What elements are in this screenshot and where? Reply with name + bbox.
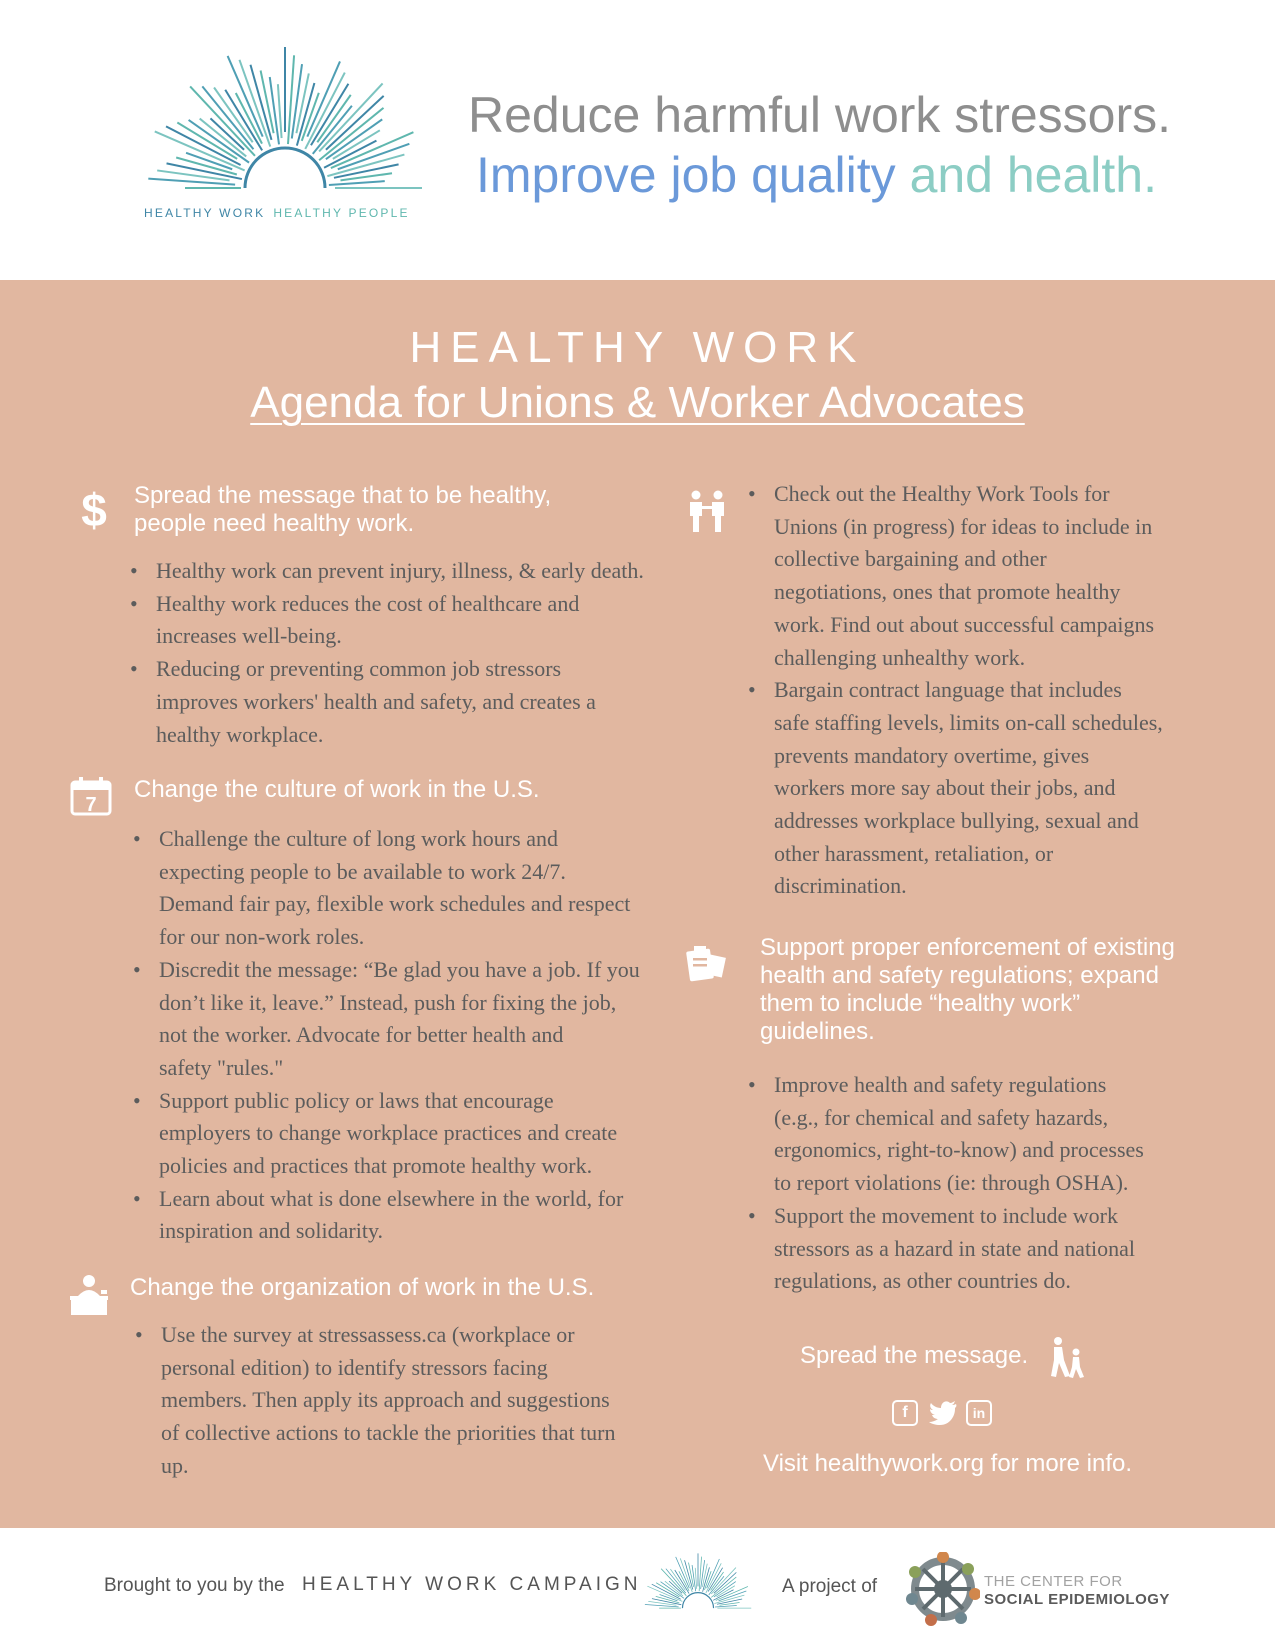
linkedin-icon[interactable]: in [966, 1400, 992, 1426]
list-item-line: don’t like it, leave.” Instead, push for fixing the job, [159, 989, 617, 1015]
list-item-line: negotiations, ones that promote healthy [774, 579, 1121, 605]
left-section3-bullets [161, 1319, 616, 1483]
tagline-line2 [476, 146, 1157, 204]
right-section2-heading-line: health and safety regulations; expand [760, 962, 1159, 989]
list-item-line: safe staffing levels, limits on-call schedules, [774, 709, 1163, 735]
dollar-icon [74, 484, 114, 534]
spread-message-label: Spread the message. [800, 1342, 1029, 1369]
list-item-line: workers more say about their jobs, and [774, 775, 1116, 801]
list-item-line: • Reducing or preventing common job stressors [156, 656, 562, 682]
clipboard-icon [686, 940, 728, 982]
list-item-line: • Support public policy or laws that encourage [159, 1087, 554, 1113]
list-item-line: improves workers' health and safety, and creates a [156, 688, 596, 714]
list-item-line: • Use the survey at stressassess.ca (workplace or [161, 1322, 575, 1347]
sunburst-ray [648, 1601, 676, 1605]
walking-people-icon [1044, 1336, 1088, 1380]
list-item-line: not the worker. Advocate for better health and [159, 1022, 564, 1048]
two-people-icon [686, 490, 728, 534]
list-item-line: • Bargain contract language that includes [774, 677, 1122, 703]
twitter-icon[interactable] [928, 1400, 958, 1426]
logo-caption-left: HEALTHY WORK [144, 206, 266, 220]
list-item-line: to report violations (ie: through OSHA). [774, 1170, 1129, 1196]
list-item-line: work. Find out about successful campaigns [774, 611, 1155, 637]
list-item-line: for our non-work roles. [159, 924, 365, 950]
list-item [159, 1085, 640, 1183]
facebook-icon[interactable]: f [892, 1400, 918, 1426]
page-subtitle: Agenda for Unions & Worker Advocates [250, 378, 1025, 427]
footer-sunburst-logo-icon [636, 1546, 760, 1619]
left-section2-bullets [159, 823, 640, 1248]
left-section1-heading-line2: people need healthy work. [134, 510, 415, 537]
list-item [774, 1069, 1144, 1200]
sunburst-ray [157, 170, 229, 180]
sunburst-ray [715, 1606, 737, 1607]
list-item [774, 478, 1163, 674]
right-section1-bullets [774, 478, 1163, 903]
list-item [774, 674, 1163, 903]
sunburst-ray [278, 84, 282, 138]
list-item-line: • Healthy work reduces the cost of healthcare and [156, 590, 580, 616]
list-item-line: • Support the movement to include work [774, 1202, 1118, 1228]
sunburst-logo-icon [130, 28, 440, 203]
list-item [159, 1183, 640, 1248]
list-item-line: challenging unhealthy work. [774, 644, 1026, 670]
list-item [156, 653, 644, 751]
list-item-line: personal edition) to identify stressors facing [161, 1354, 548, 1380]
list-item-line: (e.g., for chemical and safety hazards, [774, 1104, 1109, 1130]
list-item-line: regulations, as other countries do. [774, 1268, 1071, 1294]
campaign-name: HEALTHY WORK CAMPAIGN [302, 1574, 642, 1595]
right-section2-bullets [774, 1069, 1144, 1298]
svg-text:$: $ [81, 484, 107, 534]
list-item-line: of collective actions to tackle the priorities that turn [161, 1420, 616, 1446]
list-item-line: expecting people to be available to work 24/7. [159, 858, 566, 884]
left-section3-heading: Change the organization of work in the U.S. [130, 1274, 595, 1301]
left-section1-heading-line1: Spread the message that to be healthy, [134, 482, 552, 509]
list-item [156, 588, 644, 653]
healthy-work-logo [130, 28, 440, 228]
logo-caption-right: HEALTHY PEOPLE [273, 206, 410, 220]
list-item-line: employers to change workplace practices and create [159, 1120, 618, 1146]
list-item-line: policies and practices that promote healthy work. [159, 1153, 593, 1179]
list-item-line: ergonomics, right-to-know) and processes [774, 1137, 1144, 1163]
right-section2-heading-line: Support proper enforcement of existing [760, 934, 1175, 961]
page-title: HEALTHY WORK [409, 323, 866, 372]
list-item-line: members. Then apply its approach and suggestions [161, 1387, 610, 1413]
tagline-line2-part2: and health. [909, 147, 1157, 203]
sunburst-ray [680, 1558, 692, 1592]
list-item-line: collective bargaining and other [774, 546, 1047, 572]
project-of-text: A project of [782, 1576, 878, 1597]
desk-worker-icon [68, 1274, 110, 1316]
right-section2-heading-line: guidelines. [760, 1018, 875, 1045]
list-item [156, 555, 644, 588]
sunburst-ray [329, 181, 385, 185]
list-item-line: • Discredit the message: “Be glad you have a job. If you [159, 956, 640, 982]
list-item-line: • Healthy work can prevent injury, illness, & early death. [156, 558, 644, 583]
header [0, 0, 1275, 280]
list-item-line: prevents mandatory overtime, gives [774, 742, 1090, 768]
list-item-line: • Check out the Healthy Work Tools for [774, 481, 1110, 506]
brought-by-text: Brought to you by the [104, 1575, 285, 1596]
sunburst-ray [695, 1568, 696, 1589]
right-section2-heading-line: them to include “healthy work” [760, 990, 1081, 1017]
list-item [159, 823, 640, 954]
list-item-line: addresses workplace bullying, sexual and [774, 808, 1139, 834]
list-item-line: inspiration and solidarity. [159, 1218, 384, 1244]
list-item-line: other harassment, retaliation, or [774, 840, 1054, 866]
right-section2-heading [760, 934, 1175, 1046]
cse-name-line1: THE CENTER FOR [984, 1573, 1123, 1590]
visit-website-text[interactable]: Visit healthywork.org for more info. [763, 1450, 1133, 1477]
tagline-line2-part1: Improve job quality [476, 147, 896, 203]
left-section1-heading [134, 482, 551, 538]
list-item-line: Demand fair pay, flexible work schedules and respect [159, 891, 631, 917]
list-item-line: safety "rules." [159, 1054, 284, 1080]
list-item-line: discrimination. [774, 873, 907, 899]
cse-wheel-logo-icon [906, 1552, 980, 1631]
list-item-line: • Improve health and safety regulations [774, 1072, 1107, 1097]
tagline-line1: Reduce harmful work stressors. [468, 87, 1172, 143]
logo-caption [144, 206, 410, 220]
list-item-line: Unions (in progress) for ideas to include in [774, 513, 1153, 539]
calendar-icon [70, 776, 112, 816]
left-section1-bullets [156, 555, 644, 751]
calendar-number: 7 [85, 794, 97, 816]
list-item-line: stressors as a hazard in state and national [774, 1235, 1136, 1261]
list-item [159, 954, 640, 1085]
list-item-line: healthy workplace. [156, 721, 324, 747]
list-item-line: • Learn about what is done elsewhere in the world, for [159, 1185, 624, 1211]
sunburst-ray [239, 60, 270, 147]
list-item [161, 1319, 616, 1483]
list-item-line: increases well-being. [156, 623, 342, 649]
left-section2-heading: Change the culture of work in the U.S. [134, 776, 540, 803]
list-item [774, 1200, 1144, 1298]
list-item-line: • Challenge the culture of long work hours and [159, 826, 558, 851]
cse-name-line2: SOCIAL EPIDEMIOLOGY [984, 1591, 1170, 1608]
list-item-line: up. [161, 1452, 189, 1478]
